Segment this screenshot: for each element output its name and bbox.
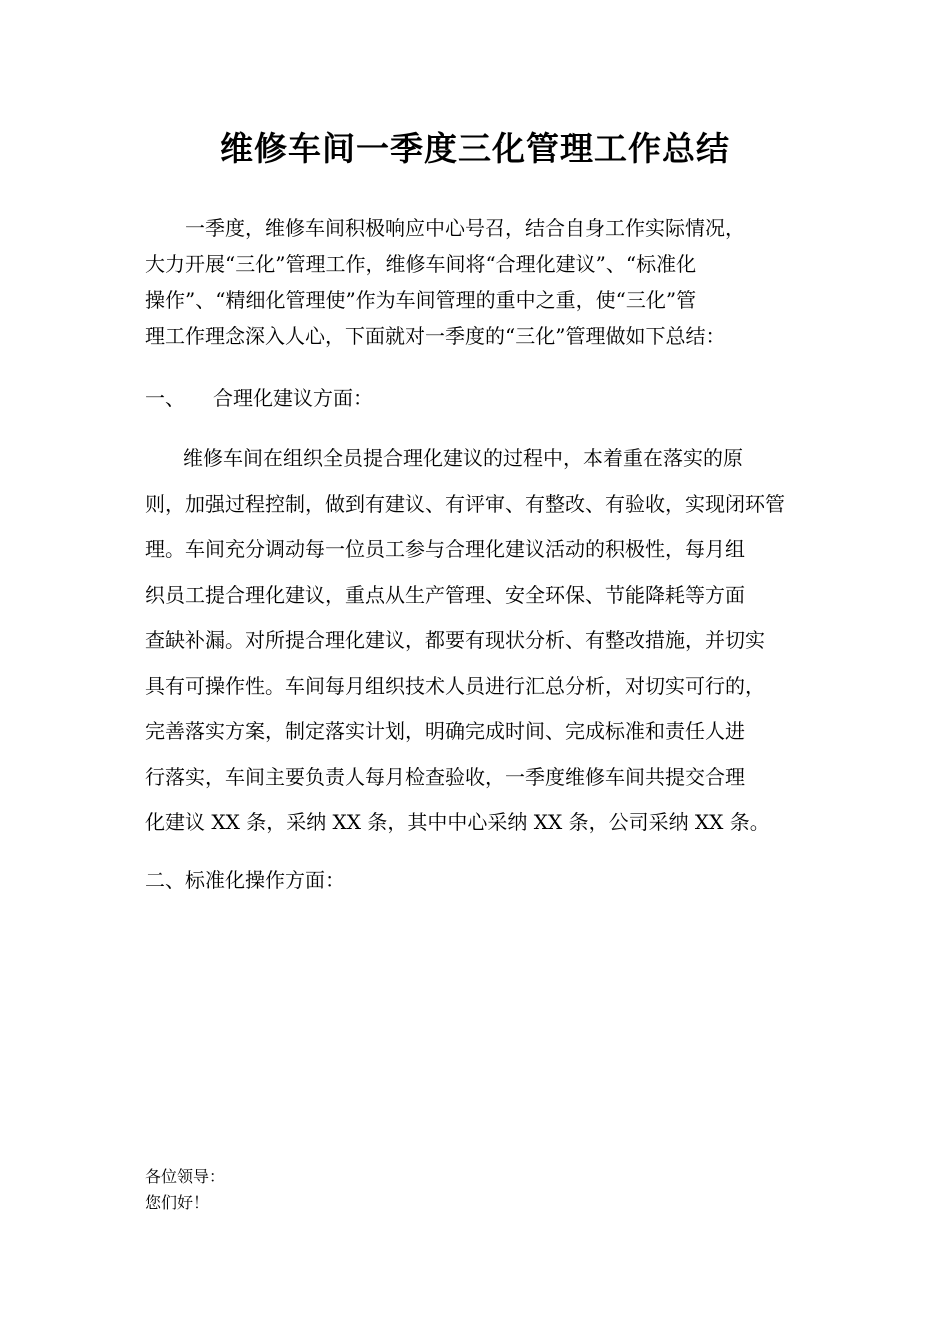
section1-line: 理。车间充分调动每一位员工参与合理化建议活动的积极性，每月组 (145, 537, 745, 561)
section1-paragraph (145, 436, 825, 846)
intro-line: 一季度，维修车间积极响应中心号召，结合自身工作实际情况， (185, 216, 745, 240)
intro-line: 理工作理念深入人心，下面就对一季度的“三化”管理做如下总结： (145, 324, 726, 348)
intro-line: 操作”、“精细化管理使”作为车间管理的重中之重，使“三化”管 (145, 288, 697, 312)
section1-line: 则，加强过程控制，做到有建议、有评审、有整改、有验收，实现闭环管 (145, 491, 785, 516)
closing-salutation: 各位领导： (145, 1167, 226, 1186)
section1-line: 完善落实方案，制定落实计划，明确完成时间、完成标准和责任人进 (145, 719, 745, 743)
intro-paragraph (145, 210, 810, 354)
section1-line: 行落实，车间主要负责人每月检查验收，一季度维修车间共提交合理 (145, 764, 745, 789)
closing-block (145, 1164, 225, 1216)
section1-heading-text: 合理化建议方面： (213, 386, 373, 410)
section2-heading: 二、标准化操作方面： (145, 868, 345, 892)
section1-line: 织员工提合理化建议，重点从生产管理、安全环保、节能降耗等方面 (145, 582, 745, 607)
closing-greeting: 您们好！ (145, 1193, 210, 1212)
intro-line: 大力开展“三化”管理工作，维修车间将“合理化建议”、“标准化 (145, 252, 697, 276)
document-title: 维修车间一季度三化管理工作总结 (220, 129, 730, 168)
section1-line: 具有可操作性。车间每月组织技术人员进行汇总分析，对切实可行的， (145, 673, 765, 698)
section1-line: 查缺补漏。对所提合理化建议，都要有现状分析、有整改措施，并切实 (145, 628, 765, 652)
section1-line: 维修车间在组织全员提合理化建议的过程中，本着重在落实的原 (183, 446, 743, 470)
section1-line: 化建议 XX 条，采纳 XX 条，其中中心采纳 XX 条，公司采纳 XX 条。 (145, 810, 770, 834)
section1-heading (145, 380, 373, 416)
section1-number: 一、 (145, 386, 185, 410)
